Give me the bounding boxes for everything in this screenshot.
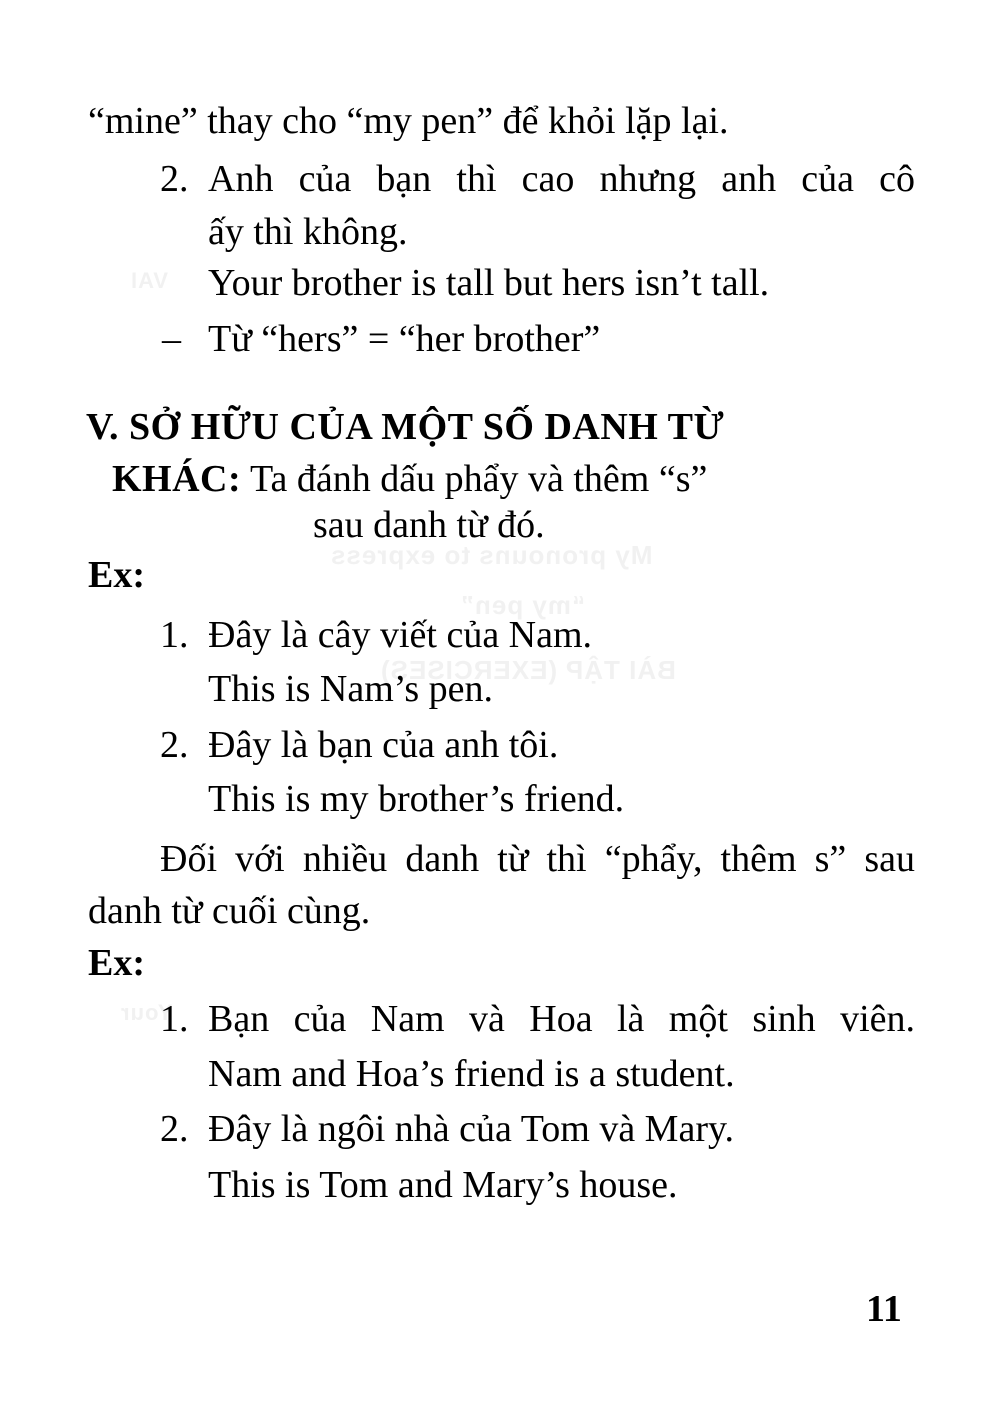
bleed-through-text: BÀI TẬP (EXERCISES)	[380, 655, 676, 685]
list-item-english-translation: Your brother is tall but hers isn’t tall.	[208, 262, 770, 304]
bleed-through-text: “my pen”	[460, 590, 586, 620]
section-heading-line-2	[112, 460, 707, 498]
examples-label-1: Ex:	[88, 554, 145, 596]
example-1-vietnamese: Đây là cây viết của Nam.	[208, 614, 593, 656]
example-4-english: This is Tom and Mary’s house.	[208, 1164, 678, 1206]
section-heading-description: Ta đánh dấu phẩy và thêm “s”	[249, 458, 708, 500]
note-paragraph-line-2: danh từ cuối cùng.	[88, 890, 371, 932]
example-4-number: 2.	[160, 1108, 189, 1150]
example-4-vietnamese: Đây là ngôi nhà của Tom và Mary.	[208, 1108, 735, 1150]
dash-marker: –	[162, 318, 181, 360]
example-2-english: This is my brother’s friend.	[208, 778, 625, 820]
list-item-vietnamese-line-2: ấy thì không.	[208, 211, 408, 253]
example-2-vietnamese: Đây là bạn của anh tôi.	[208, 724, 559, 766]
list-item-vietnamese-line-1: Anh của bạn thì cao nhưng anh của cô	[208, 158, 915, 200]
paragraph-carryover-line: “mine” thay cho “my pen” để khỏi lặp lại.	[88, 100, 729, 142]
bleed-through-text: VAI	[130, 268, 169, 293]
note-paragraph-line-1: Đối với nhiều danh từ thì “phẩy, thêm s” sau	[160, 838, 915, 880]
bleed-through-text: Your	[120, 1000, 173, 1025]
example-1-number: 1.	[160, 614, 189, 656]
section-heading-line-1	[86, 408, 724, 446]
section-heading-line-3: sau danh từ đó.	[313, 504, 545, 546]
section-heading-title-continued: KHÁC:	[112, 458, 242, 500]
dash-note-text: Từ “hers” = “her brother”	[208, 318, 601, 360]
example-1-english: This is Nam’s pen.	[208, 668, 493, 710]
example-3-english: Nam and Hoa’s friend is a student.	[208, 1053, 735, 1095]
example-3-number: 1.	[160, 998, 189, 1040]
section-heading-title: V. SỞ HỮU CỦA MỘT SỐ DANH TỪ	[86, 406, 725, 448]
list-item-number: 2.	[160, 158, 189, 200]
example-2-number: 2.	[160, 724, 189, 766]
page-number: 11	[866, 1288, 902, 1330]
examples-label-2: Ex:	[88, 942, 145, 984]
example-3-vietnamese: Bạn của Nam và Hoa là một sinh viên.	[208, 998, 915, 1040]
bleed-through-text: My pronouns to express	[330, 540, 653, 570]
